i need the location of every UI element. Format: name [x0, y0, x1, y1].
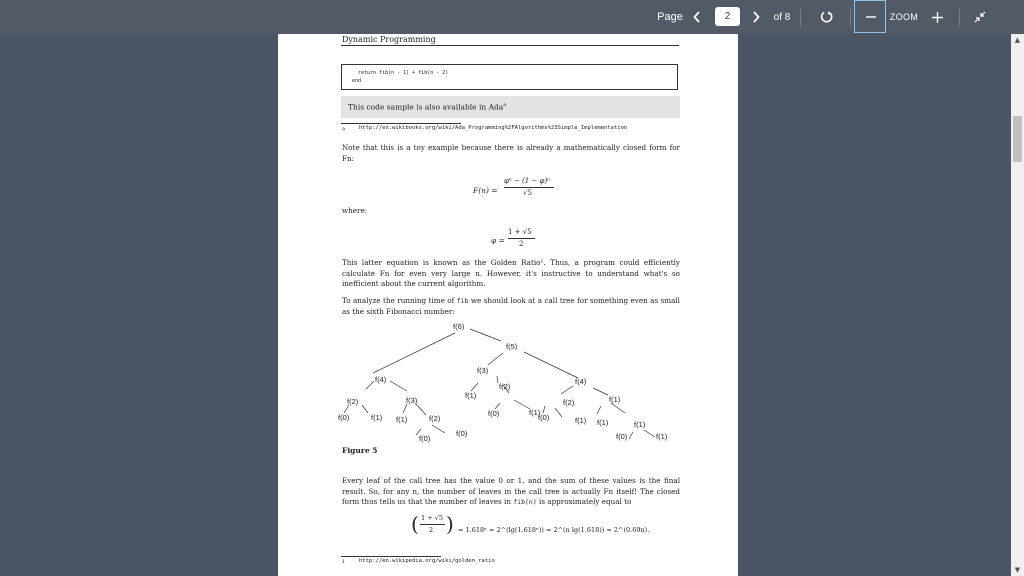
- tree-edge: [403, 404, 407, 413]
- zoom-out-button[interactable]: [860, 0, 882, 34]
- tree-node: f(0): [616, 432, 628, 441]
- tree-node: f(6): [453, 322, 465, 331]
- tree-node: f(3): [406, 396, 418, 405]
- tree-edge: [524, 352, 578, 378]
- tree-node: f(4): [575, 377, 587, 386]
- fraction-bar: [420, 524, 445, 525]
- formula-paren: ): [446, 512, 454, 536]
- tree-node: f(2): [499, 382, 511, 391]
- document-page: [278, 34, 738, 576]
- page-number-input[interactable]: 2: [715, 7, 740, 26]
- collapse-arrows-icon: [974, 11, 986, 23]
- tree-node: f(0): [419, 434, 431, 443]
- chevron-left-icon: [693, 11, 701, 23]
- document-viewer: [0, 34, 1024, 576]
- previous-page-button[interactable]: [687, 0, 707, 34]
- chevron-right-icon: [752, 11, 760, 23]
- tree-edge: [488, 353, 503, 365]
- tree-edge: [366, 381, 374, 389]
- code-block: [341, 64, 678, 90]
- tree-node: f(2): [563, 398, 575, 407]
- tree-edge: [629, 432, 633, 439]
- scroll-down-arrow-icon[interactable]: ▼: [1014, 566, 1021, 574]
- tree-node: f(2): [347, 397, 359, 406]
- tree-node: f(1): [371, 413, 383, 422]
- fraction-bar: [508, 238, 535, 239]
- footnote-rule: [341, 556, 441, 557]
- tree-edge: [416, 404, 426, 415]
- page-label: Page: [657, 11, 683, 23]
- code-line: return fib(n - 1) + fib(n - 2): [358, 70, 449, 76]
- fraction-bar: [504, 187, 554, 188]
- footnote-rule: [341, 123, 461, 124]
- footnote-link[interactable]: http://en.wikipedia.org/wiki/golden_ratio: [359, 558, 495, 564]
- paragraph: This latter equation is known as the Golden Ratio¹. Thus, a program could efficiently calculate Fn for even very large n. However, it's instructive to understand what's so inefficient about the current algorithm.: [342, 258, 680, 288]
- tree-edge: [543, 406, 545, 413]
- tree-edge: [555, 408, 562, 417]
- tree-node: f(1): [575, 416, 587, 425]
- tree-edge: [362, 405, 368, 413]
- collapse-button[interactable]: [967, 0, 993, 34]
- formula-denominator: 2: [429, 526, 434, 534]
- figure-caption: Figure 5: [342, 446, 378, 455]
- footnote-mark: 1: [342, 559, 346, 565]
- tree-edge: [373, 333, 455, 373]
- tree-edge: [597, 406, 601, 414]
- code-line: end: [352, 78, 362, 84]
- zoom-in-button[interactable]: [926, 0, 948, 34]
- tree-node: f(2): [429, 414, 441, 423]
- formula-numerator: 1 + √5: [508, 228, 532, 236]
- rotate-button[interactable]: [816, 0, 838, 34]
- fibonacci-call-tree: [333, 321, 693, 443]
- tree-edge: [470, 329, 501, 341]
- footnote-mark: a: [342, 126, 345, 132]
- tree-node: f(1): [396, 415, 408, 424]
- tree-node: f(1): [609, 395, 621, 404]
- running-head: Dynamic Programming: [342, 35, 436, 44]
- paragraph: Note that this is a toy example because there is already a mathematically closed form for Fn:: [342, 143, 680, 163]
- tree-node: f(1): [634, 420, 646, 429]
- tree-edge: [514, 400, 530, 409]
- tree-edge: [471, 383, 478, 391]
- paragraph: To analyze the running time of fib we should look at a call tree for something even as small as the sixth Fibonacci number:: [342, 296, 680, 316]
- page-count-label: of 8: [773, 11, 791, 23]
- tree-edge: [561, 386, 573, 394]
- viewer-toolbar: [0, 0, 1024, 34]
- minus-icon: [866, 12, 876, 22]
- formula-approximation: ≈ 1.618ⁿ = 2^(lg(1.618ⁿ)) = 2^(n lg(1.618)) ≈ 2^(0.69n).: [458, 526, 650, 534]
- formula-lhs: φ =: [491, 236, 505, 245]
- header-rule: [341, 45, 679, 46]
- scroll-up-arrow-icon[interactable]: ▲: [1014, 36, 1021, 44]
- tree-node: f(1): [597, 418, 609, 427]
- tree-edge: [644, 430, 655, 437]
- tree-node: f(3): [477, 366, 489, 375]
- tree-node: f(0): [538, 413, 550, 422]
- formula-numerator: φⁿ − (1 − φ)ⁿ: [504, 177, 551, 185]
- tree-edge: [611, 403, 625, 413]
- note-text: This code sample is also available in Ada$^a$: [348, 102, 507, 112]
- next-page-button[interactable]: [746, 0, 766, 34]
- zoom-label: ZOOM: [889, 12, 919, 22]
- formula-denominator: 2: [519, 240, 524, 248]
- formula-numerator: 1 + √5: [421, 514, 443, 522]
- where-label: where:: [342, 206, 368, 215]
- tree-edge: [497, 376, 498, 383]
- tree-node: f(0): [456, 429, 468, 438]
- formula-paren: (: [411, 512, 419, 536]
- tree-node: f(0): [338, 413, 350, 422]
- tree-node: f(4): [375, 375, 387, 384]
- tree-edge: [593, 388, 608, 395]
- formula-lhs: F(n) =: [473, 186, 498, 195]
- tree-node: f(1): [529, 408, 541, 417]
- tree-edge: [390, 381, 407, 391]
- footnote-link[interactable]: http://en.wikibooks.org/wiki/Ada_Programming%2FAlgorithms%23Simple_Implementation: [359, 125, 628, 131]
- tree-node: f(5): [506, 342, 518, 351]
- formula-denominator: √5: [523, 189, 532, 197]
- scrollbar-thumb[interactable]: [1013, 116, 1022, 162]
- paragraph: Every leaf of the call tree has the value 0 or 1, and the sum of these values is the final result. So, for any n, the number of leaves in the call tree is actually Fn itself! The closed form thus tells us that the number of leaves in fib(n) is approximately equal to: [342, 476, 680, 506]
- rotate-icon: [820, 10, 834, 24]
- tree-node: f(0): [488, 409, 500, 418]
- tree-edge: [432, 425, 445, 433]
- tree-node: f(1): [656, 432, 668, 441]
- toolbar-divider: [959, 9, 960, 26]
- plus-icon: [932, 12, 943, 23]
- toolbar-divider: [850, 9, 851, 26]
- toolbar-divider: [800, 9, 801, 26]
- tree-edge: [344, 405, 349, 413]
- tree-node: f(1): [465, 391, 477, 400]
